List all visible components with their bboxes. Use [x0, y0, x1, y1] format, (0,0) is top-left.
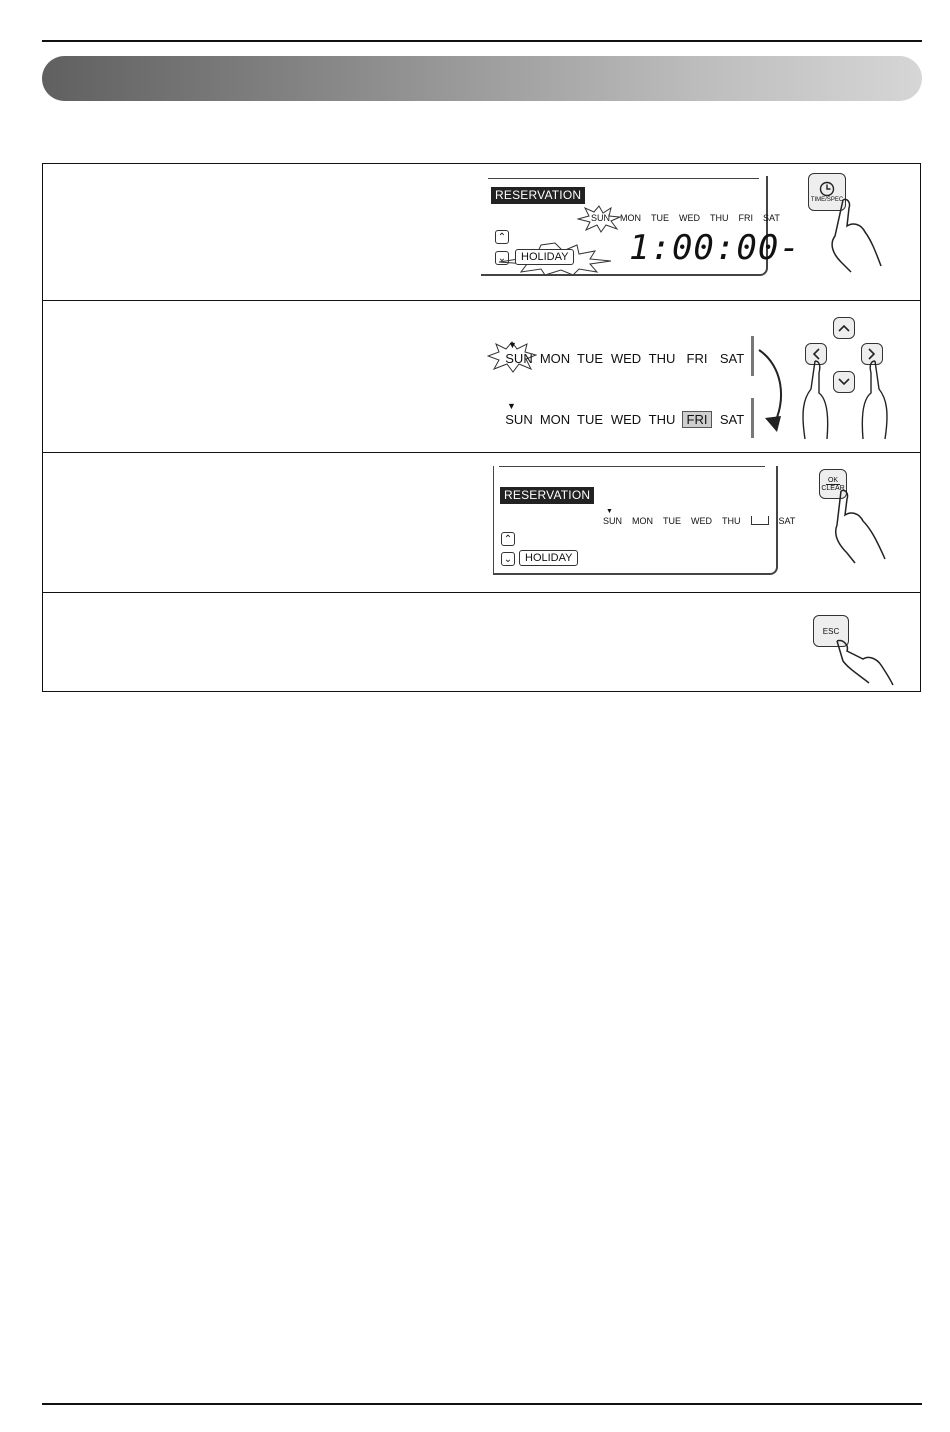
day-mon: MON [632, 516, 654, 526]
time-readout: 1:00:00- [629, 228, 801, 268]
day-tue: TUE [663, 516, 682, 526]
reservation-tag: RESERVATION [491, 187, 585, 204]
day-fri: FRI [738, 213, 754, 223]
day-sat: SAT [719, 412, 745, 427]
lcd-display-1 [481, 176, 801, 276]
day-sat: SAT [719, 351, 745, 366]
pointing-hand-icon [829, 489, 891, 565]
day-tue: TUE [651, 213, 670, 223]
day-fri [680, 412, 714, 427]
right-pointing-hand-icon [855, 359, 891, 441]
day-marker-triangle-icon: ▼ [508, 340, 517, 350]
lcd1-day-row [591, 213, 790, 223]
clear-label: CLEAR [821, 484, 845, 492]
esc-label: ESC [822, 626, 840, 636]
holiday-label: HOLIDAY [519, 550, 578, 566]
up-arrow-icon: ⌃ [495, 230, 509, 244]
day-wed: WED [610, 412, 642, 427]
day-wed: WED [610, 351, 642, 366]
up-arrow-icon: ⌃ [501, 532, 515, 546]
reservation-tag: RESERVATION [500, 487, 594, 504]
curved-arrow-icon [753, 346, 793, 436]
day-wed: WED [679, 213, 701, 223]
time-spec-label: TIME/SPEC [810, 197, 844, 203]
step-row-3 [43, 453, 920, 593]
day-sun: SUN [603, 516, 623, 526]
day-mon: MON [620, 213, 642, 223]
day-sat: SAT [763, 213, 780, 223]
section-banner [42, 56, 922, 101]
down-arrow-icon [838, 378, 850, 386]
day-tue: TUE [577, 351, 603, 366]
bottom-rule [42, 1403, 922, 1405]
day-row-bottom [500, 412, 750, 427]
day-fri-highlight: FRI [682, 411, 713, 428]
day-tue: TUE [577, 412, 603, 427]
day-thu: THU [648, 351, 676, 366]
down-arrow-icon: ⌄ [495, 251, 509, 265]
day-sun: SUN [505, 412, 533, 427]
day-marker-triangle-icon: ▼ [606, 508, 613, 515]
pointing-hand-icon [833, 637, 895, 687]
day-sat: SAT [778, 516, 796, 526]
lcd3-day-row [603, 516, 805, 526]
pointing-hand-icon [821, 196, 883, 274]
up-arrow-button[interactable] [833, 317, 855, 339]
day-thu: THU [710, 213, 729, 223]
day-thu: THU [722, 516, 741, 526]
lcd-display-3 [493, 466, 796, 576]
day-mon: MON [539, 412, 571, 427]
ok-label: OK [827, 476, 839, 484]
down-arrow-icon: ⌄ [501, 552, 515, 566]
step-row-1 [43, 164, 920, 301]
step-row-4 [43, 593, 920, 693]
down-arrow-button[interactable] [833, 371, 855, 393]
day-row-top [500, 351, 750, 366]
day-mon: MON [539, 351, 571, 366]
day-sun: SUN [505, 351, 533, 366]
left-pointing-hand-icon [799, 359, 835, 441]
day-thu: THU [648, 412, 676, 427]
top-rule [42, 40, 922, 42]
day-wed: WED [691, 516, 713, 526]
up-arrow-icon [838, 324, 850, 332]
day-marker-triangle-icon: ▼ [507, 401, 516, 411]
holiday-label: HOLIDAY [515, 249, 574, 265]
steps-table [42, 163, 921, 692]
step-row-2 [43, 301, 920, 453]
day-sun: SUN [591, 213, 611, 223]
day-fri: FRI [686, 351, 708, 366]
day-fri-blank [751, 516, 769, 525]
clock-icon [819, 181, 835, 197]
